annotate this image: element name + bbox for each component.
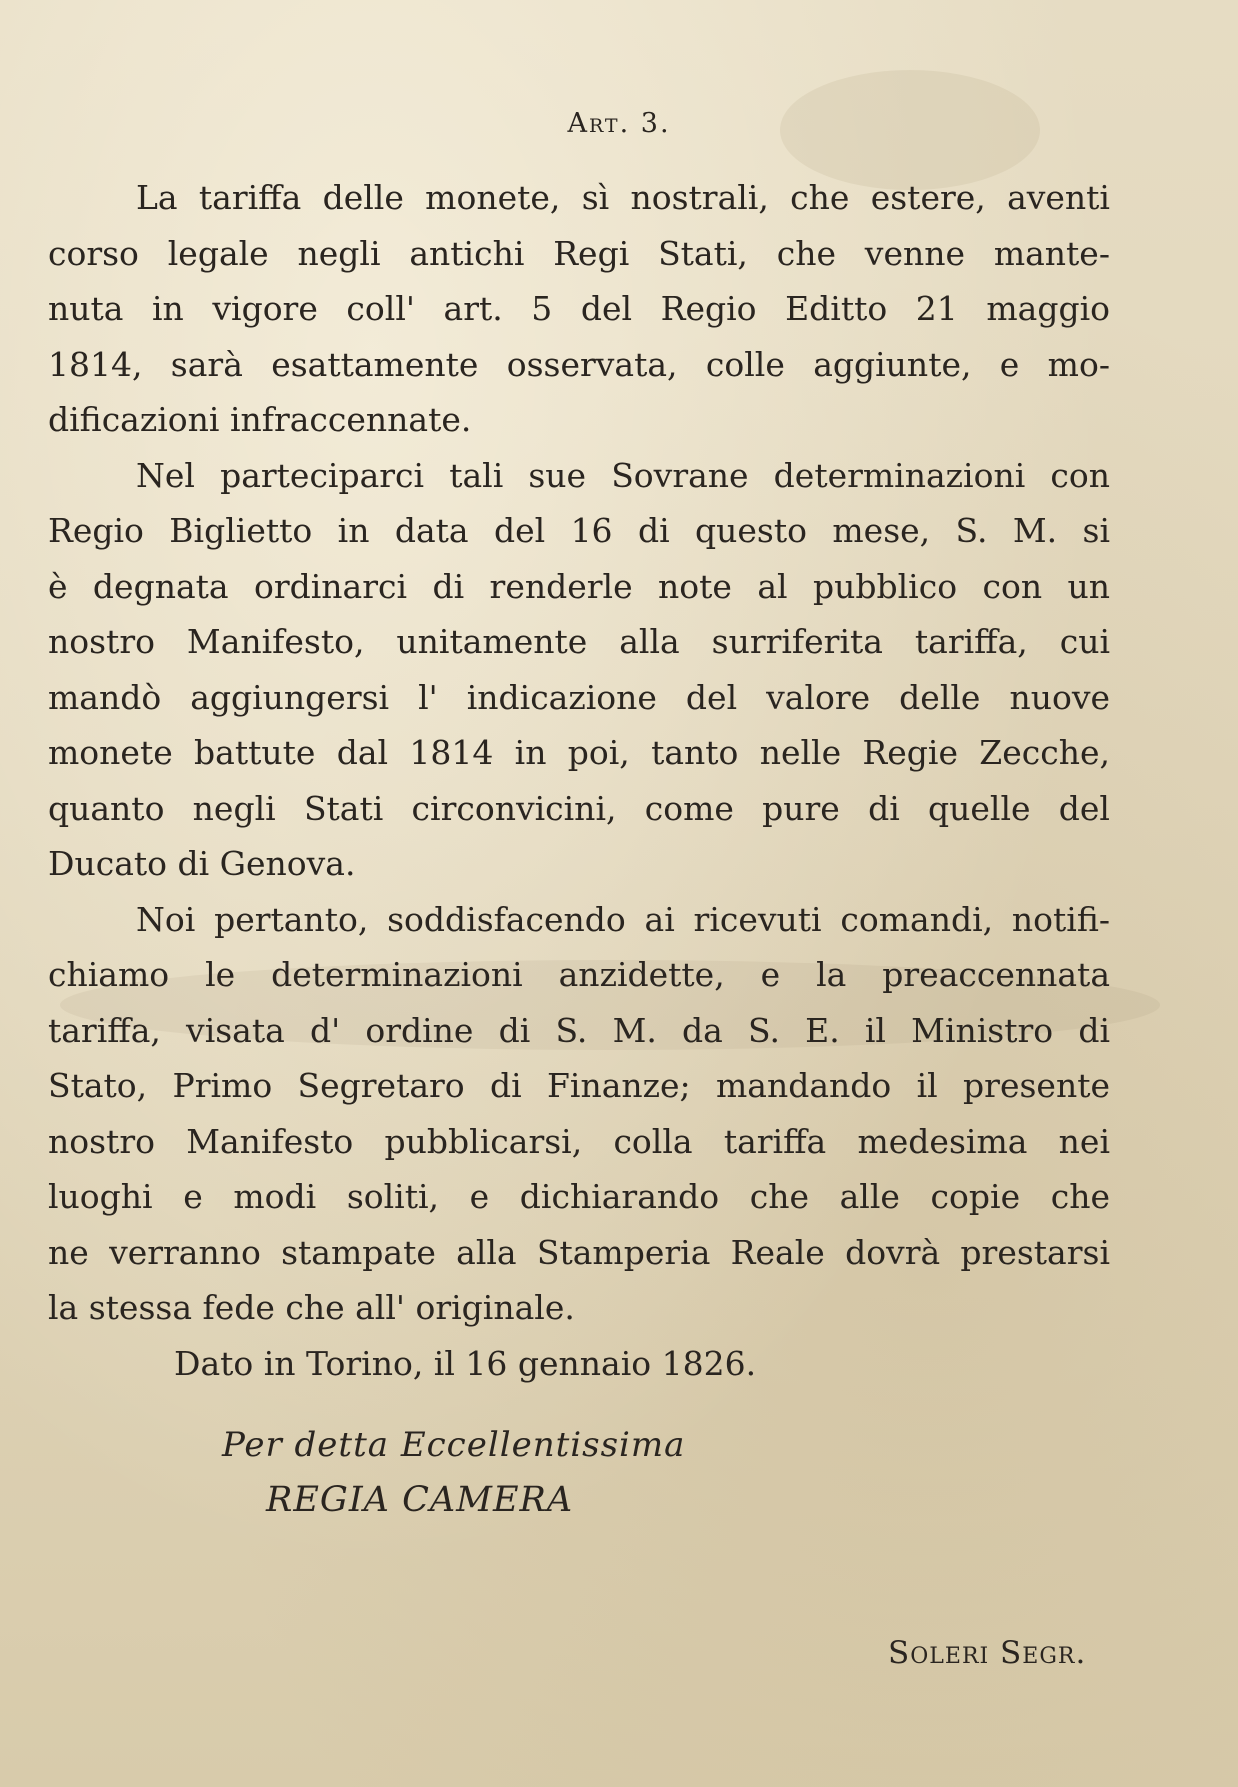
text-line: monete battute dal 1814 in poi, tanto nelle Regie Zecche, — [48, 733, 1110, 772]
paragraph-3 — [48, 892, 1110, 1336]
text-line: corso legale negli antichi Regi Stati, che venne mante- — [48, 233, 1110, 273]
date-line: Dato in Torino, il 16 gennaio 1826. — [174, 1343, 757, 1383]
text-line: tariffa, visata d' ordine di S. M. da S. E. il Ministro di — [48, 1010, 1110, 1050]
secretary-signature: Soleri Segr. — [888, 1635, 1087, 1671]
signature-line-2: REGIA CAMERA — [266, 1480, 574, 1520]
text-line: dificazioni infraccennate. — [48, 400, 472, 439]
paragraph-2 — [48, 448, 1110, 892]
text-line: Regio Biglietto in data del 16 di questo mese, S. M. si — [48, 511, 1110, 550]
article-heading: Art. 3. — [567, 108, 671, 139]
text-line: Noi pertanto, soddisfacendo ai ricevuti comandi, notifi- — [136, 899, 1110, 939]
text-line: nostro Manifesto pubblicarsi, colla tariffa medesima nei — [48, 1121, 1110, 1161]
text-line: mandò aggiungersi l' indicazione del valore delle nuove — [48, 677, 1110, 717]
text-line: La tariffa delle monete, sì nostrali, che estere, aventi — [136, 178, 1110, 217]
text-line: 1814, sarà esattamente osservata, colle aggiunte, e mo- — [48, 344, 1110, 384]
text-line: Nel parteciparci tali sue Sovrane determinazioni con — [136, 455, 1110, 495]
text-line: ne verranno stampate alla Stamperia Reale dovrà prestarsi — [48, 1232, 1110, 1272]
text-line: nuta in vigore coll' art. 5 del Regio Editto 21 maggio — [48, 289, 1110, 328]
text-line: luoghi e modi soliti, e dichiarando che alle copie che — [48, 1177, 1110, 1216]
text-line: la stessa fede che all' originale. — [48, 1288, 575, 1327]
text-line: chiamo le determinazioni anzidette, e la preaccennata — [48, 955, 1110, 994]
text-line: nostro Manifesto, unitamente alla surriferita tariffa, cui — [48, 622, 1110, 661]
text-line: Stato, Primo Segretaro di Finanze; mandando il presente — [48, 1066, 1110, 1105]
article-body — [48, 170, 1110, 1391]
paragraph-1 — [48, 170, 1110, 448]
text-line: è degnata ordinarci di renderle note al pubblico con un — [48, 566, 1110, 606]
signature-line-1: Per detta Eccellentissima — [222, 1425, 686, 1465]
text-line: quanto negli Stati circonvicini, come pure di quelle del — [48, 788, 1110, 828]
text-line: Ducato di Genova. — [48, 844, 356, 883]
